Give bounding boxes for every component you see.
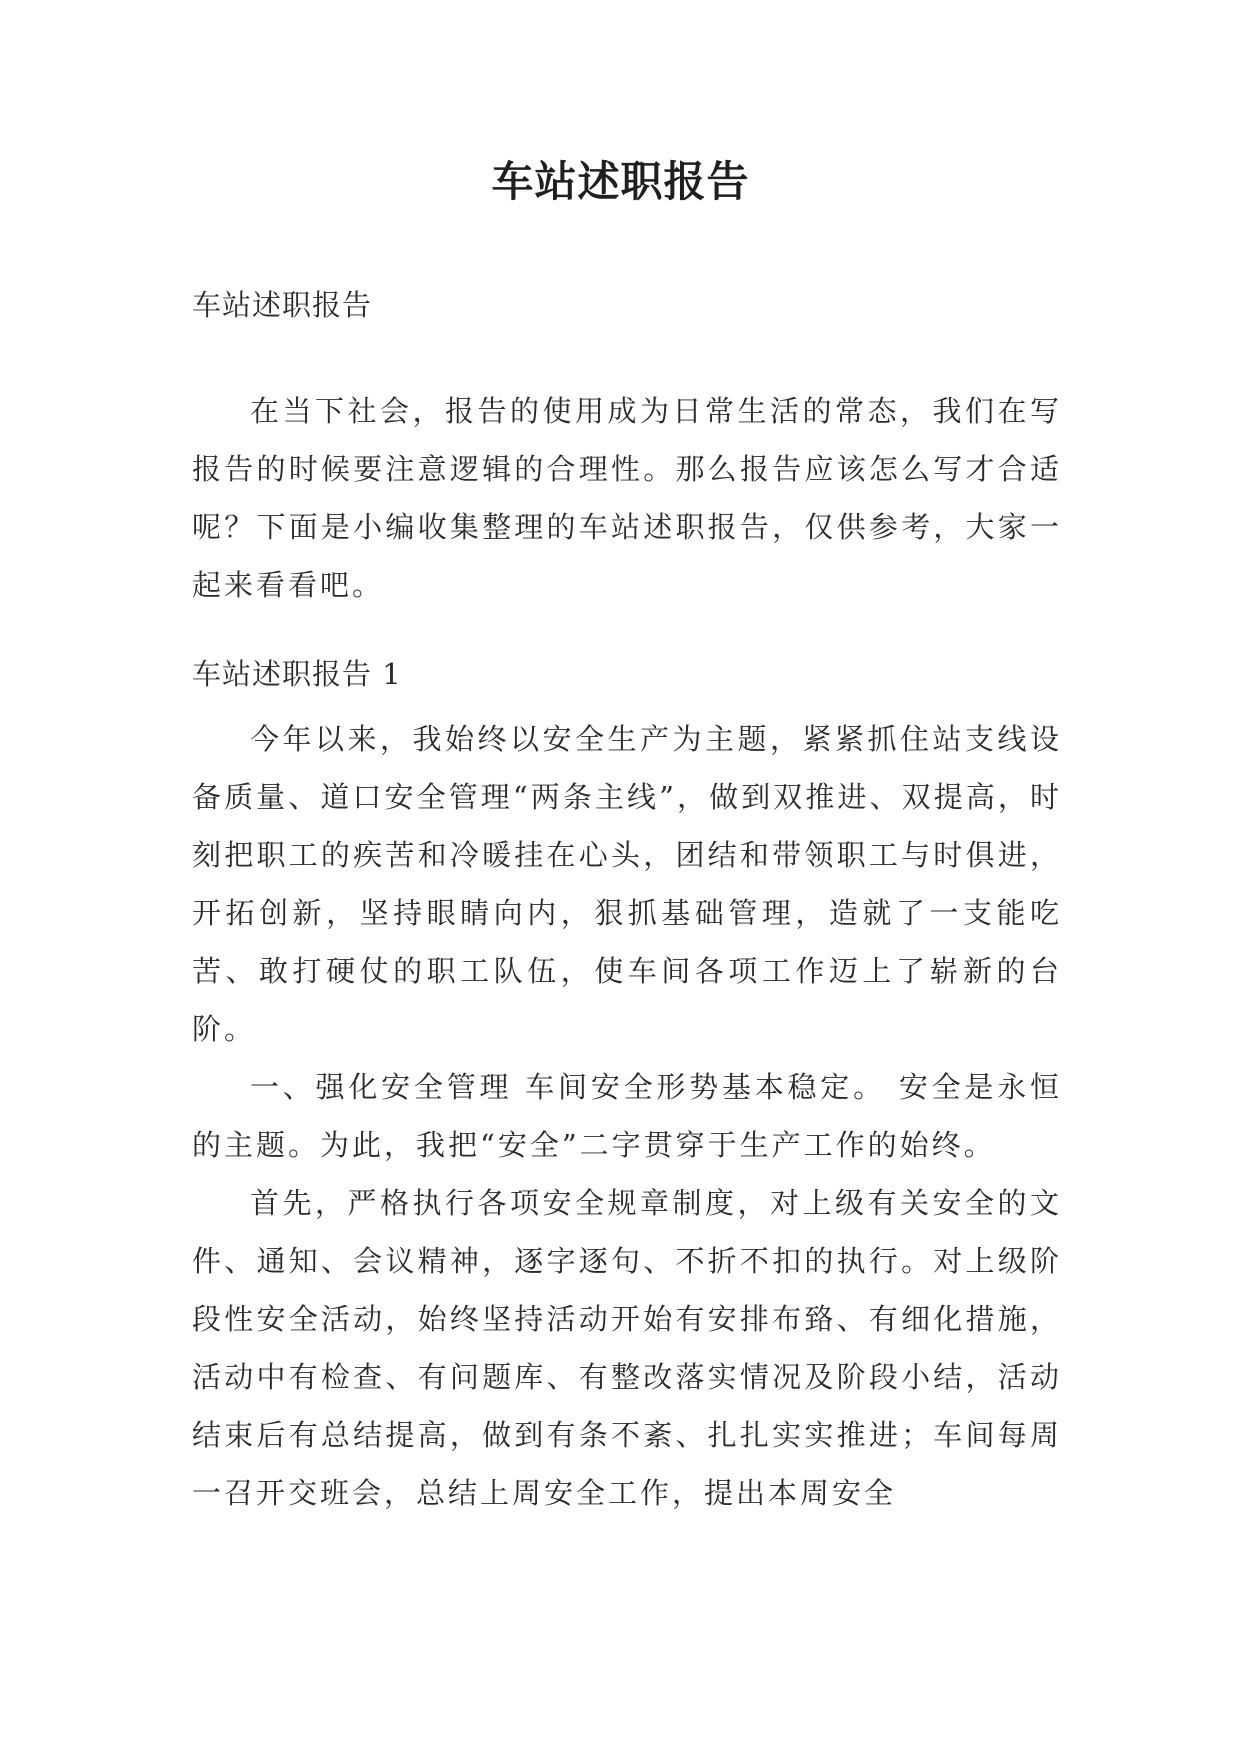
- body-paragraph: 今年以来，我始终以安全生产为主题，紧紧抓住站支线设备质量、道口安全管理“两条主线”，做到双推进、双提高，时刻把职工的疾苦和冷暖挂在心头，团结和带领职工与时俱进，开拓创新，坚持眼睛向内，狠抓基础管理，造就了一支能吃苦、敢打硬仗的职工队伍，使车间各项工作迈上了崭新的台阶。: [192, 722, 1062, 1046]
- document-title: 车站述职报告: [491, 157, 750, 206]
- body-paragraph: 一、强化安全管理 车间安全形势基本稳定。 安全是永恒的主题。为此，我把“安全”二字贯穿于生产工作的始终。: [192, 1070, 1062, 1162]
- body-paragraph: 首先，严格执行各项安全规章制度，对上级有关安全的文件、通知、会议精神，逐字逐句、不折不扣的执行。对上级阶段性安全活动，始终坚持活动开始有安排布臵、有细化措施，活动中有检查、有问题库、有整改落实情况及阶段小结，活动结束后有总结提高，做到有条不紊、扎扎实实推进；车间每周一召开交班会，总结上周安全工作，提出本周安全: [192, 1186, 1062, 1510]
- section-heading: 车站述职报告 1: [192, 657, 402, 691]
- intro-paragraph: 在当下社会，报告的使用成为日常生活的常态，我们在写报告的时候要注意逻辑的合理性。那么报告应该怎么写才合适呢？下面是小编收集整理的车站述职报告，仅供参考，大家一起来看看吧。: [192, 394, 1062, 602]
- document-subtitle: 车站述职报告: [192, 288, 373, 322]
- document-body: [192, 286, 1062, 1522]
